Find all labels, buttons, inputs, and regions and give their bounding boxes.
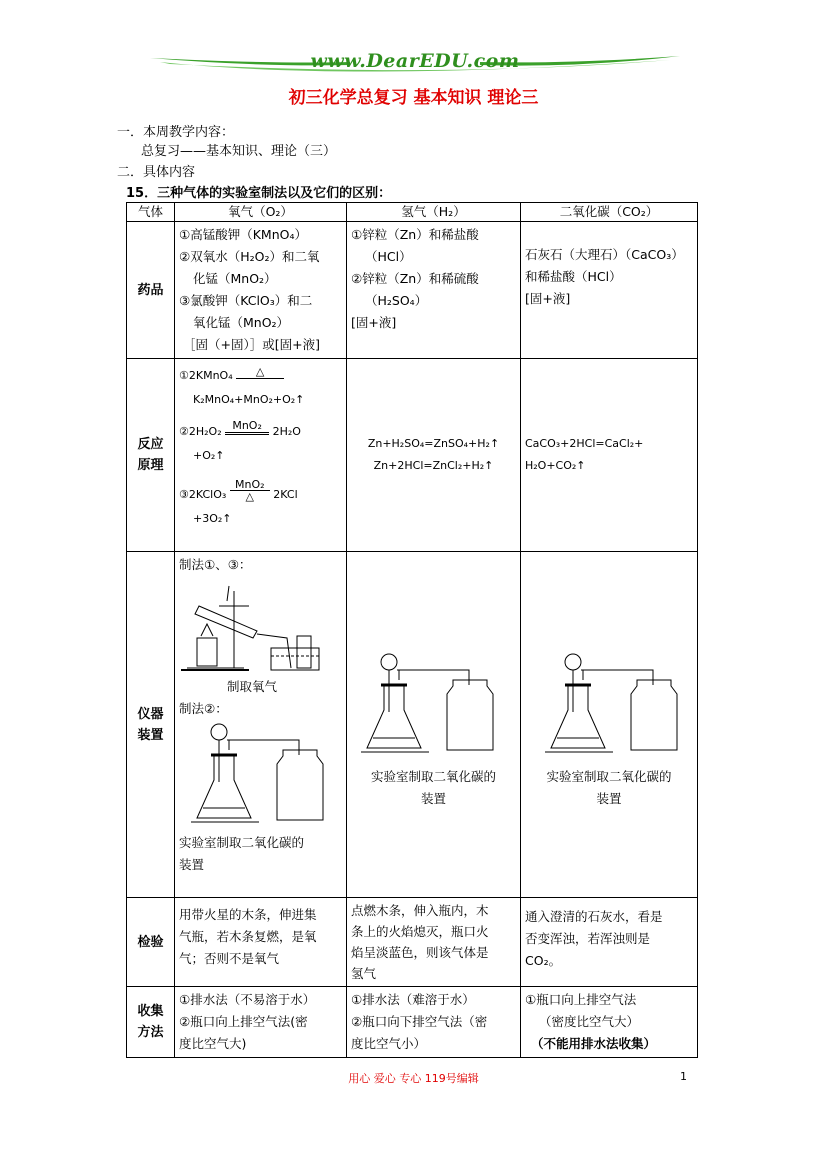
eq-cond-text: MnO₂	[232, 419, 262, 432]
table-row-collection	[127, 987, 698, 1058]
equation: Zn+H₂SO₄=ZnSO₄+H₂↑	[367, 437, 500, 450]
cell-line: ②锌粒（Zn）和稀硫酸	[351, 271, 479, 286]
cell-line: [固+液]	[351, 315, 397, 330]
table-row-reaction	[127, 359, 698, 552]
cell-line: 焰呈淡蓝色，则该气体是	[351, 945, 489, 960]
cell-test-h2	[347, 898, 521, 987]
cell-line: ③氯酸钾（KClO₃）和二	[179, 293, 313, 308]
cell-drugs-o2	[175, 222, 347, 359]
cell-line: ②双氧水（H₂O₂）和二氧	[179, 249, 320, 264]
row-label-line: 仪器	[137, 706, 164, 722]
cell-line: ［固（+固）］或[固+液]	[183, 337, 320, 352]
eq-condition	[225, 420, 269, 435]
cell-line: 度比空气小）	[351, 1036, 427, 1051]
cell-line: 和稀盐酸（HCl）	[525, 269, 622, 284]
section-1-content: 总复习——基本知识、理论（三）	[141, 144, 337, 159]
header-carbon-dioxide: 二氧化碳（CO₂）	[521, 203, 698, 222]
cell-reaction-h2	[347, 359, 521, 552]
item-15-heading: 15．三种气体的实验室制法以及它们的区别：	[126, 186, 392, 201]
equation-1	[179, 367, 342, 385]
diagram-caption: 实验室制取二氧化碳的	[546, 769, 672, 784]
cell-line: 气瓶，若木条复燃，是氧	[179, 929, 317, 944]
equation-2	[179, 419, 342, 441]
section-2-heading: 二．具体内容	[117, 165, 196, 180]
cell-line: 否变浑浊，若浑浊则是	[525, 931, 651, 946]
diagram-caption-block	[525, 766, 693, 810]
gas-preparation-table	[126, 202, 698, 1058]
carbon-dioxide-apparatus-diagram	[543, 650, 683, 762]
section-1-heading: 一．本周教学内容：	[117, 125, 235, 140]
eq-left: ①2KMnO₄	[179, 369, 233, 382]
site-url: www.DearEDU.com	[310, 50, 520, 72]
eq-cond-text: △	[245, 490, 255, 503]
equation: CaCO₃+2HCl=CaCl₂+	[525, 437, 644, 450]
table-header-row	[127, 203, 698, 222]
equation: H₂O+CO₂↑	[525, 459, 586, 472]
row-label-apparatus	[127, 552, 175, 898]
cell-line: 石灰石（大理石）（CaCO₃）	[525, 247, 684, 262]
diagram-caption: 装置	[179, 857, 205, 872]
row-label-collection	[127, 987, 175, 1058]
cell-line: （密度比空气大）	[539, 1014, 640, 1029]
cell-apparatus-o2	[175, 552, 347, 898]
cell-line: 度比空气大)	[179, 1036, 247, 1051]
diagram-caption: 实验室制取二氧化碳的	[370, 769, 496, 784]
header-hydrogen: 氢气（H₂）	[347, 203, 521, 222]
oxygen-heating-apparatus-diagram	[179, 576, 329, 676]
cell-line: 用带火星的木条，伸进集	[179, 907, 317, 922]
header-gas: 气体	[127, 203, 175, 222]
cell-test-o2	[175, 898, 347, 987]
cell-line: 通入澄清的石灰水，看是	[525, 909, 663, 924]
cell-line: （HCl）	[365, 249, 412, 264]
row-label-drugs: 药品	[127, 222, 175, 359]
cell-line: 气；否则不是氧气	[179, 951, 280, 966]
eq-left: ②2H₂O₂	[179, 425, 222, 438]
row-label-test: 检验	[127, 898, 175, 987]
site-banner	[150, 50, 680, 86]
row-label-reaction	[127, 359, 175, 552]
cell-collect-co2	[521, 987, 698, 1058]
cell-line: （不能用排水法收集）	[531, 1036, 657, 1051]
method-label: 制法②：	[179, 701, 228, 716]
eq-cond-text: MnO₂	[230, 479, 270, 491]
cell-line: ①高锰酸钾（KMnO₄）	[179, 227, 307, 242]
cell-collect-o2	[175, 987, 347, 1058]
cell-collect-h2	[347, 987, 521, 1058]
eq-condition	[230, 479, 270, 502]
cell-drugs-co2	[521, 222, 698, 359]
row-label-line: 装置	[137, 727, 164, 743]
document-title: 初三化学总复习 基本知识 理论三	[288, 88, 539, 108]
diagram-caption: 装置	[596, 791, 622, 806]
cell-line: ②瓶口向上排空气法(密	[179, 1014, 308, 1029]
cell-reaction-o2	[175, 359, 347, 552]
hydrogen-peroxide-apparatus-diagram	[189, 720, 329, 832]
row-label-line: 方法	[137, 1025, 164, 1040]
cell-line: ①锌粒（Zn）和稀盐酸	[351, 227, 479, 242]
cell-line: 条上的火焰熄灭，瓶口火	[351, 924, 489, 939]
diagram-caption: 装置	[420, 791, 446, 806]
cell-line: ①排水法（不易溶于水）	[179, 992, 316, 1007]
eq-right-cont: +O₂↑	[193, 449, 225, 462]
cell-line: 氧化锰（MnO₂）	[193, 315, 290, 330]
cell-line: ①瓶口向上排空气法	[525, 992, 637, 1007]
cell-test-co2	[521, 898, 698, 987]
eq-left: ③2KClO₃	[179, 488, 227, 501]
cell-line: （H₂SO₄）	[365, 293, 428, 308]
cell-reaction-co2	[521, 359, 698, 552]
table-row-drugs	[127, 222, 698, 359]
page-number: 1	[680, 1070, 687, 1083]
cell-line: 氢气	[351, 966, 377, 981]
cell-line: [固+液]	[525, 291, 571, 306]
cell-apparatus-co2	[521, 552, 698, 898]
eq-condition	[236, 366, 284, 379]
cell-line: ①排水法（难溶于水）	[351, 992, 475, 1007]
row-label-line: 收集	[137, 1004, 164, 1019]
eq-right: 2KCl	[273, 488, 298, 501]
cell-line: 点燃木条，伸入瓶内，木	[351, 903, 489, 918]
header-oxygen: 氧气（O₂）	[175, 203, 347, 222]
cell-line: ②瓶口向下排空气法（密	[351, 1014, 488, 1029]
equation-3	[179, 477, 342, 504]
eq-right: 2H₂O	[272, 425, 301, 438]
row-label-line: 反应	[137, 437, 164, 452]
hydrogen-apparatus-diagram	[359, 650, 499, 762]
table-row-test	[127, 898, 698, 987]
eq-right: K₂MnO₄+MnO₂+O₂↑	[193, 393, 305, 406]
eq-cond-text: △	[255, 365, 265, 378]
method-label: 制法①、③：	[179, 557, 252, 572]
table-row-apparatus	[127, 552, 698, 898]
cell-apparatus-h2	[347, 552, 521, 898]
row-label-line: 原理	[137, 458, 164, 473]
cell-line: 化锰（MnO₂）	[193, 271, 277, 286]
diagram-caption: 制取氧气	[227, 679, 278, 694]
diagram-caption: 实验室制取二氧化碳的	[179, 835, 305, 850]
page-footer: 用心 爱心 专心 119号编辑	[348, 1072, 479, 1085]
diagram-caption-block	[351, 766, 516, 810]
eq-right-cont: +3O₂↑	[193, 512, 232, 525]
equation: Zn+2HCl=ZnCl₂+H₂↑	[373, 459, 494, 472]
cell-drugs-h2	[347, 222, 521, 359]
cell-line: CO₂。	[525, 953, 562, 968]
